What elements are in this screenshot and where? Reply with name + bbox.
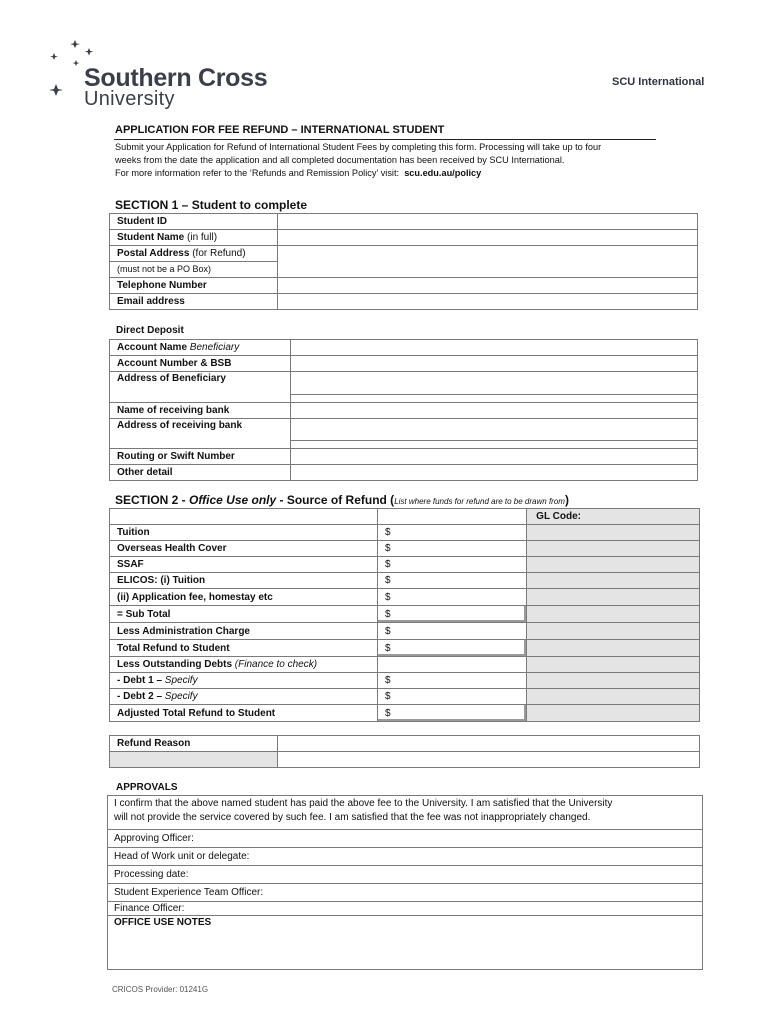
table-row	[110, 640, 700, 657]
table-row	[110, 623, 700, 640]
address-beneficiary-label: Address of Beneficiary	[110, 372, 291, 403]
policy-link[interactable]: scu.edu.au/policy	[404, 168, 482, 178]
refund-item-label: Adjusted Total Refund to Student	[110, 705, 378, 722]
table-row	[110, 419, 698, 449]
form-title: APPLICATION FOR FEE REFUND – INTERNATIONAL STUDENT	[115, 124, 445, 136]
direct-deposit-label: Direct Deposit	[116, 325, 184, 336]
account-number-field[interactable]	[291, 356, 698, 372]
intro-text	[115, 141, 715, 180]
processing-date-field[interactable]: Processing date:	[108, 866, 702, 884]
intro-line-1: Submit your Application for Refund of International Student Fees by completing this form. Processing will take up to four	[115, 142, 602, 152]
gl-code-field[interactable]	[527, 541, 700, 557]
table-row	[110, 705, 700, 722]
gl-code-field[interactable]	[527, 640, 700, 657]
refund-reason-field[interactable]	[278, 736, 700, 752]
address-beneficiary-field[interactable]	[291, 372, 698, 403]
other-detail-field[interactable]	[291, 465, 698, 481]
refund-amount-field[interactable]: $	[378, 640, 527, 657]
gl-code-field[interactable]	[527, 606, 700, 623]
scu-international-label: SCU International	[612, 76, 705, 88]
other-detail-label: Other detail	[110, 465, 291, 481]
refund-item-label: SSAF	[110, 557, 378, 573]
account-number-label: Account Number & BSB	[110, 356, 291, 372]
student-id-field[interactable]	[278, 214, 698, 230]
table-row	[110, 356, 698, 372]
student-name-label: Student Name (in full)	[110, 230, 278, 246]
gl-code-field[interactable]	[527, 557, 700, 573]
refund-source-table	[109, 508, 700, 722]
student-details-table	[109, 213, 698, 310]
refund-amount-field[interactable]: $	[378, 589, 527, 606]
email-field[interactable]	[278, 294, 698, 310]
account-name-label: Account Name Beneficiary	[110, 340, 291, 356]
refund-item-label: Less Outstanding Debts (Finance to check)	[110, 657, 378, 673]
table-row	[110, 589, 700, 606]
gl-code-field[interactable]	[527, 573, 700, 589]
bank-details-table	[109, 339, 698, 481]
table-row	[110, 230, 698, 246]
table-row	[110, 340, 698, 356]
gl-code-header: GL Code:	[527, 509, 700, 525]
table-row	[110, 573, 700, 589]
table-row	[110, 525, 700, 541]
intro-line-3: For more information refer to the ‘Refunds and Remission Policy’ visit: scu.edu.au/policy	[115, 168, 482, 178]
table-row	[110, 752, 700, 768]
table-row	[110, 541, 700, 557]
title-underline	[114, 139, 656, 140]
table-row	[110, 509, 700, 525]
table-row	[110, 403, 698, 419]
table-row	[110, 736, 700, 752]
table-row	[110, 657, 700, 673]
section1-heading: SECTION 1 – Student to complete	[115, 198, 308, 212]
gl-code-field[interactable]	[527, 689, 700, 705]
office-use-notes[interactable]: OFFICE USE NOTES	[114, 917, 212, 928]
finance-officer-field[interactable]: Finance Officer:	[108, 902, 702, 916]
student-name-field[interactable]	[278, 230, 698, 246]
head-of-unit-field[interactable]: Head of Work unit or delegate:	[108, 848, 702, 866]
student-id-label: Student ID	[110, 214, 278, 230]
refund-item-label: - Debt 2 – Specify	[110, 689, 378, 705]
postal-address-label: Postal Address (for Refund)	[110, 246, 278, 262]
refund-amount-field[interactable]: $	[378, 606, 527, 623]
refund-item-label: Total Refund to Student	[110, 640, 378, 657]
refund-item-label: Less Administration Charge	[110, 623, 378, 640]
address-receiving-bank-label: Address of receiving bank	[110, 419, 291, 449]
intro-line-2: weeks from the date the application and all completed documentation has been received by SCU International.	[115, 155, 565, 165]
refund-amount-field[interactable]: $	[378, 541, 527, 557]
refund-amount-field[interactable]: $	[378, 557, 527, 573]
gl-code-field[interactable]	[527, 623, 700, 640]
logo-subtitle: University	[84, 88, 175, 110]
logo-wordmark: Southern Cross	[84, 64, 268, 92]
refund-reason-table	[109, 735, 700, 768]
table-row	[110, 278, 698, 294]
logo	[48, 38, 278, 110]
refund-amount-field[interactable]: $	[378, 623, 527, 640]
gl-code-field[interactable]	[527, 525, 700, 541]
refund-item-label: Overseas Health Cover	[110, 541, 378, 557]
student-experience-field[interactable]: Student Experience Team Officer:	[108, 884, 702, 902]
gl-code-field[interactable]	[527, 589, 700, 606]
refund-item-label: - Debt 1 – Specify	[110, 673, 378, 689]
refund-reason-field-line2[interactable]	[278, 752, 700, 768]
routing-label: Routing or Swift Number	[110, 449, 291, 465]
email-label: Email address	[110, 294, 278, 310]
table-row	[110, 557, 700, 573]
receiving-bank-field[interactable]	[291, 403, 698, 419]
approval-statement: I confirm that the above named student has paid the above fee to the University. I am satisfied that the University will not provide the service covered by such fee. I am satisfied that the fee was not inappropriately changed.	[108, 796, 702, 830]
refund-item-label: ELICOS: (i) Tuition	[110, 573, 378, 589]
account-name-field[interactable]	[291, 340, 698, 356]
refund-item-label: = Sub Total	[110, 606, 378, 623]
postal-address-field[interactable]	[278, 246, 698, 278]
table-row	[110, 465, 698, 481]
table-row	[110, 673, 700, 689]
approvals-heading: APPROVALS	[116, 782, 178, 793]
receiving-bank-label: Name of receiving bank	[110, 403, 291, 419]
address-receiving-bank-field[interactable]	[291, 419, 698, 449]
refund-amount-field[interactable]: $	[378, 705, 527, 722]
gl-code-field[interactable]	[527, 673, 700, 689]
telephone-label: Telephone Number	[110, 278, 278, 294]
approvals-box	[107, 795, 703, 970]
table-row	[110, 449, 698, 465]
gl-code-field[interactable]	[527, 705, 700, 722]
table-row	[110, 372, 698, 403]
po-box-note: (must not be a PO Box)	[110, 262, 278, 278]
table-row	[110, 294, 698, 310]
refund-amount-field[interactable]: $	[378, 673, 527, 689]
cricos-provider: CRICOS Provider: 01241G	[112, 985, 209, 994]
table-row	[110, 246, 698, 262]
refund-amount-field[interactable]	[378, 657, 527, 673]
refund-amount-field[interactable]: $	[378, 573, 527, 589]
refund-item-label: (ii) Application fee, homestay etc	[110, 589, 378, 606]
refund-amount-field[interactable]: $	[378, 689, 527, 705]
telephone-field[interactable]	[278, 278, 698, 294]
table-row	[110, 214, 698, 230]
table-row	[110, 689, 700, 705]
routing-field[interactable]	[291, 449, 698, 465]
refund-item-label: Tuition	[110, 525, 378, 541]
gl-code-field[interactable]	[527, 657, 700, 673]
section2-heading: SECTION 2 - Office Use only - Source of Refund (List where funds for refund are to be drawn from)	[115, 493, 569, 507]
approving-officer-field[interactable]: Approving Officer:	[108, 830, 702, 848]
refund-reason-label: Refund Reason	[110, 736, 278, 752]
refund-amount-field[interactable]: $	[378, 525, 527, 541]
table-row	[110, 606, 700, 623]
